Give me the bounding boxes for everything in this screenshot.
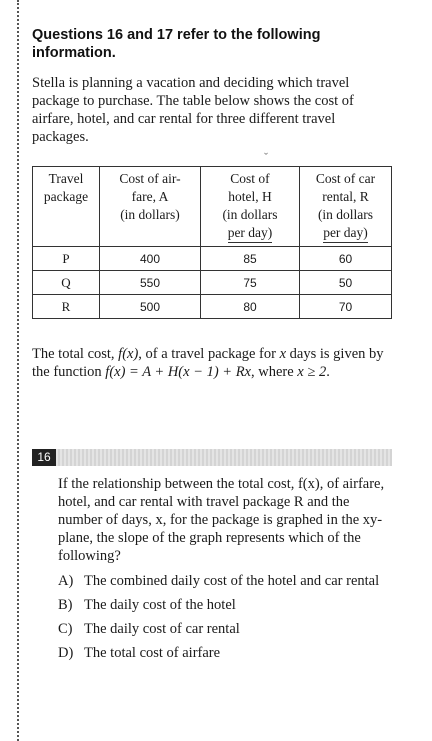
question-text: If the relationship between the total cost, f(x), of airfare, hotel, and car rental with travel package R and the number of days, x, for the package is graphed in the xy-plane, the slope of the graph represents which of the following? <box>58 476 385 564</box>
choice-letter: D) <box>58 645 74 661</box>
answer-choices <box>58 572 398 668</box>
choice-text: The daily cost of car rental <box>84 621 240 637</box>
cell-hotel: 80 <box>201 295 300 319</box>
dotted-margin-rule <box>17 0 19 741</box>
choice-text: The total cost of airfare <box>84 645 221 661</box>
choice-d[interactable] <box>58 644 398 668</box>
cell-package: R <box>33 295 100 319</box>
table-row <box>33 295 392 319</box>
choice-text: The combined daily cost of the hotel and car rental <box>84 573 380 589</box>
section-heading: Questions 16 and 17 refer to the following information. <box>32 27 321 61</box>
table-row <box>33 271 392 295</box>
choice-letter: A) <box>58 573 74 589</box>
table-row <box>33 247 392 271</box>
cell-airfare: 400 <box>100 247 201 271</box>
header-car: Cost of car rental, R (in dollars per day) <box>300 167 392 247</box>
header-airfare: Cost of air- fare, A (in dollars) <box>100 167 201 247</box>
table-header-row <box>33 167 392 247</box>
cell-package: Q <box>33 271 100 295</box>
choice-letter: B) <box>58 597 73 613</box>
question-header-bar <box>32 449 392 466</box>
total-cost-formula: The total cost, f(x), of a travel package for x days is given by the function f(x) = A + H(x − 1) + Rx, where x ≥ 2. <box>32 346 384 380</box>
stray-mark: ˇ <box>264 150 268 164</box>
cell-airfare: 500 <box>100 295 201 319</box>
cell-car: 70 <box>300 295 392 319</box>
choice-a[interactable] <box>58 572 398 596</box>
choice-letter: C) <box>58 621 73 637</box>
choice-c[interactable] <box>58 620 398 644</box>
cell-car: 50 <box>300 271 392 295</box>
header-package: Travel package <box>33 167 100 247</box>
cell-car: 60 <box>300 247 392 271</box>
cell-hotel: 75 <box>201 271 300 295</box>
cell-hotel: 85 <box>201 247 300 271</box>
intro-paragraph: Stella is planning a vacation and deciding which travel package to purchase. The table below shows the cost of airfare, hotel, and car rental for three different travel packages. <box>32 75 354 145</box>
question-number-badge: 16 <box>32 449 56 466</box>
header-hotel: Cost of hotel, H (in dollars per day) <box>201 167 300 247</box>
cell-airfare: 550 <box>100 271 201 295</box>
choice-b[interactable] <box>58 596 398 620</box>
choice-text: The daily cost of the hotel <box>84 597 236 613</box>
cell-package: P <box>33 247 100 271</box>
cost-table <box>32 166 392 319</box>
